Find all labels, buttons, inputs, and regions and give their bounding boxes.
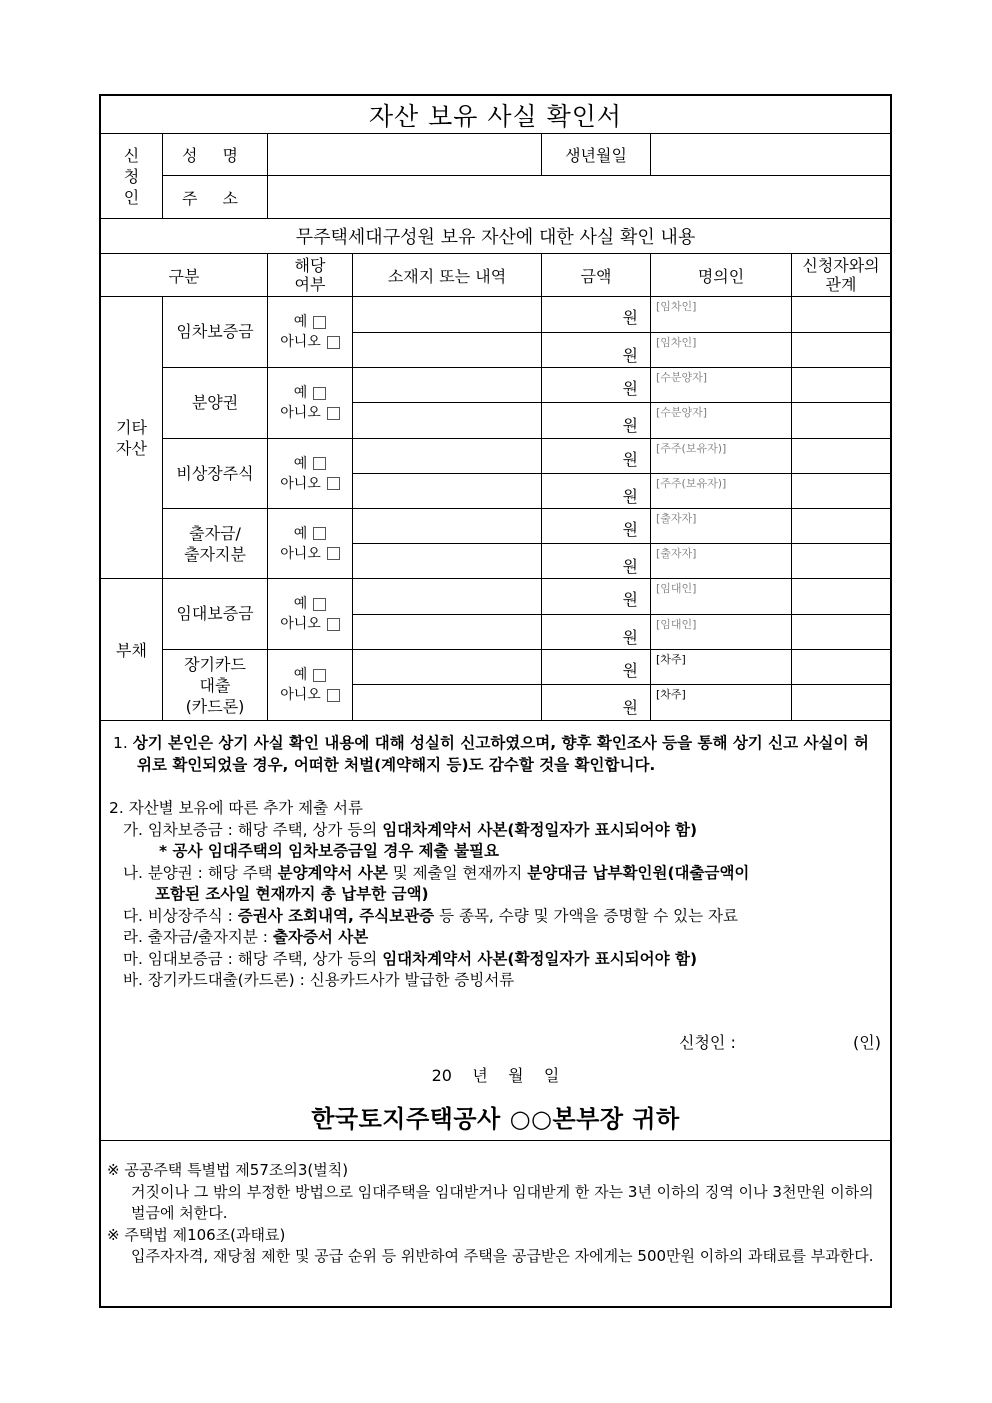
location-field[interactable] xyxy=(353,579,541,614)
won-unit: 원 xyxy=(622,450,638,469)
owner-placeholder: [차주] xyxy=(656,653,686,666)
no-label: 아니오 xyxy=(280,545,321,562)
owner-placeholder: [수분양자] xyxy=(656,406,708,419)
doc-item: * 공사 임대주택의 임차보증금일 경우 제출 불필요 xyxy=(159,842,499,860)
addressee: 한국토지주택공사 ○○본부장 귀하 xyxy=(311,1104,680,1133)
item-name-investment: 출자금/ 출자지분 xyxy=(184,523,246,564)
owner-placeholder: [주주(보유자)] xyxy=(656,477,727,490)
item-name-rental-deposit: 임대보증금 xyxy=(176,604,254,623)
declaration-note xyxy=(113,733,883,776)
amount-field[interactable] xyxy=(542,439,650,473)
doc-item: 나. 분양권 : 해당 주택 분양계약서 사본 및 제출일 현재까지 분양대금 납부확인원(대출금액이 xyxy=(123,863,750,882)
form-title: 자산 보유 사실 확인서 xyxy=(368,101,623,131)
amount-field[interactable] xyxy=(542,297,650,332)
doc-item: 포함된 조사일 현재까지 총 납부한 금액) xyxy=(155,885,429,903)
owner-placeholder: [출자자] xyxy=(656,512,697,525)
no-label: 아니오 xyxy=(280,334,321,350)
note1-text: 상기 본인은 상기 사실 확인 내용에 대해 성실히 신고하였으며, 향후 확인조사 등을 통해 상기 신고 사실이 허위로 확인되었을 경우, 어떠한 처벌(계약해지 등)도 감수할 것을 확인합니다. xyxy=(132,734,869,774)
applicant-signature-field[interactable] xyxy=(761,1026,853,1054)
no-label: 아니오 xyxy=(280,616,321,632)
no-checkbox[interactable] xyxy=(327,689,340,702)
relation-field[interactable] xyxy=(792,297,890,332)
no-checkbox[interactable] xyxy=(327,618,340,631)
owner-placeholder: [임대인] xyxy=(656,618,697,631)
location-field[interactable] xyxy=(353,509,541,543)
yes-label: 예 xyxy=(293,596,308,612)
seal-mark: (인) xyxy=(853,1033,881,1052)
relation-field[interactable] xyxy=(792,544,890,578)
won-unit: 원 xyxy=(622,557,638,576)
note2-title: 2. 자산별 보유에 따른 추가 제출 서류 xyxy=(109,799,363,817)
birth-date-label: 생년월일 xyxy=(565,146,627,165)
name-field[interactable] xyxy=(268,134,541,175)
amount-field[interactable] xyxy=(542,368,650,402)
location-field[interactable] xyxy=(353,297,541,332)
doc-item: 마. 임대보증금 : 해당 주택, 상가 등의 임대차계약서 사본(확정일자가 표시되어야 함) xyxy=(123,949,698,968)
note1-prefix: 1. xyxy=(113,734,133,752)
doc-item: 라. 출자금/출자지분 : 출자증서 사본 xyxy=(123,928,369,946)
header-location: 소재지 또는 내역 xyxy=(387,266,507,286)
date-line: 20 년 월 일 xyxy=(431,1065,560,1085)
item-name-presale-right: 분양권 xyxy=(191,393,239,412)
no-label: 아니오 xyxy=(280,405,321,421)
item-name-unlisted-stock: 비상장주식 xyxy=(176,463,254,483)
relation-field[interactable] xyxy=(792,650,890,684)
amount-field[interactable] xyxy=(542,650,650,684)
amount-field[interactable] xyxy=(542,403,650,438)
won-unit: 원 xyxy=(622,590,638,609)
relation-field[interactable] xyxy=(792,474,890,508)
yes-no-lease-deposit xyxy=(268,297,352,367)
yes-checkbox[interactable] xyxy=(313,387,326,400)
group-label-liabilities: 부채 xyxy=(116,641,147,660)
owner-placeholder: [주주(보유자)] xyxy=(656,442,727,455)
doc-item: 바. 장기카드대출(카드론) : 신용카드사가 발급한 증빙서류 xyxy=(123,971,515,989)
no-checkbox[interactable] xyxy=(327,336,340,349)
footnote-head: ※ 주택법 제106조(과태료) xyxy=(107,1225,286,1244)
relation-field[interactable] xyxy=(792,579,890,614)
location-field[interactable] xyxy=(353,685,541,720)
location-field[interactable] xyxy=(353,368,541,402)
amount-field[interactable] xyxy=(542,509,650,543)
yes-checkbox[interactable] xyxy=(313,527,326,540)
applicant-section-label: 신 청 인 xyxy=(123,145,140,207)
yes-label: 예 xyxy=(293,455,308,472)
yes-checkbox[interactable] xyxy=(313,669,326,682)
won-unit: 원 xyxy=(622,628,638,647)
no-label: 아니오 xyxy=(280,475,321,492)
won-unit: 원 xyxy=(622,346,638,365)
yes-no-presale-right xyxy=(268,368,352,438)
owner-placeholder: [출자자] xyxy=(656,547,697,560)
amount-field[interactable] xyxy=(542,579,650,614)
footnote-head: ※ 공공주택 특별법 제57조의3(벌칙) xyxy=(107,1161,349,1179)
amount-field[interactable] xyxy=(542,474,650,508)
won-unit: 원 xyxy=(622,416,638,435)
owner-placeholder: [차주] xyxy=(656,688,686,701)
won-unit: 원 xyxy=(622,661,638,680)
won-unit: 원 xyxy=(622,520,638,539)
yes-no-unlisted-stock xyxy=(268,439,352,508)
group-label-other-assets: 기타 자산 xyxy=(116,417,147,458)
address-field[interactable] xyxy=(268,176,890,218)
yes-label: 예 xyxy=(293,667,308,683)
location-field[interactable] xyxy=(353,544,541,578)
amount-field[interactable] xyxy=(542,544,650,578)
relation-field[interactable] xyxy=(792,509,890,543)
owner-placeholder: [임차인] xyxy=(656,336,697,349)
owner-placeholder: [수분양자] xyxy=(656,371,708,384)
yes-checkbox[interactable] xyxy=(313,457,326,470)
address-label: 주 소 xyxy=(182,188,248,208)
yes-no-investment xyxy=(268,509,352,578)
doc-item: 가. 임차보증금 : 해당 주택, 상가 등의 임대차계약서 사본(확정일자가 표시되어야 함) xyxy=(123,820,698,839)
relation-field[interactable] xyxy=(792,368,890,402)
doc-item: 다. 비상장주식 : 증권사 조회내역, 주식보관증 등 종목, 수량 및 가액을 증명할 수 있는 자료 xyxy=(123,906,738,925)
applicant-sign-label: 신청인 : xyxy=(679,1033,736,1052)
birth-date-field[interactable] xyxy=(651,134,890,175)
yes-label: 예 xyxy=(293,525,308,542)
relation-field[interactable] xyxy=(792,685,890,720)
location-field[interactable] xyxy=(353,650,541,684)
item-name-card-loan: 장기카드 대출 (카드론) xyxy=(184,654,246,716)
asset-confirmation-form xyxy=(99,94,892,1308)
relation-field[interactable] xyxy=(792,615,890,649)
no-checkbox[interactable] xyxy=(327,547,340,560)
relation-field[interactable] xyxy=(792,439,890,473)
yes-no-rental-deposit xyxy=(268,579,352,649)
won-unit: 원 xyxy=(622,308,638,327)
header-amount: 금액 xyxy=(580,266,612,286)
won-unit: 원 xyxy=(622,698,638,717)
won-unit: 원 xyxy=(622,487,638,506)
no-checkbox[interactable] xyxy=(327,477,340,490)
location-field[interactable] xyxy=(353,615,541,649)
no-checkbox[interactable] xyxy=(327,407,340,420)
header-applicable: 해당 여부 xyxy=(294,256,326,294)
section-title: 무주택세대구성원 보유 자산에 대한 사실 확인 내용 xyxy=(295,227,696,248)
footnote-body: 거짓이나 그 밖의 부정한 방법으로 임대주택을 임대받거나 임대받게 한 자는 3년 이하의 징역 이나 3천만원 이하의 벌금에 처한다. xyxy=(131,1182,874,1222)
item-name-lease-deposit: 임차보증금 xyxy=(176,322,254,341)
yes-no-card-loan xyxy=(268,650,352,720)
legal-footnotes xyxy=(107,1160,877,1268)
yes-checkbox[interactable] xyxy=(313,598,326,611)
amount-field[interactable] xyxy=(542,333,650,367)
no-label: 아니오 xyxy=(280,687,321,703)
header-owner: 명의인 xyxy=(697,266,745,286)
amount-field[interactable] xyxy=(542,615,650,649)
location-field[interactable] xyxy=(353,403,541,438)
amount-field[interactable] xyxy=(542,685,650,720)
relation-field[interactable] xyxy=(792,333,890,367)
owner-placeholder: [임차인] xyxy=(656,300,697,313)
yes-label: 예 xyxy=(293,385,308,401)
location-field[interactable] xyxy=(353,333,541,367)
owner-placeholder: [임대인] xyxy=(656,582,697,595)
name-label: 성 명 xyxy=(182,146,248,165)
yes-checkbox[interactable] xyxy=(313,316,326,329)
header-category: 구분 xyxy=(168,266,200,286)
footnote-body: 입주자자격, 재당첨 제한 및 공급 순위 등 위반하여 주택을 공급받은 자에게는 500만원 이하의 과태료를 부과한다. xyxy=(131,1247,874,1265)
additional-documents xyxy=(109,798,884,992)
location-field[interactable] xyxy=(353,474,541,508)
won-unit: 원 xyxy=(622,379,638,398)
location-field[interactable] xyxy=(353,439,541,473)
header-relation: 신청자와의 관계 xyxy=(802,256,880,294)
relation-field[interactable] xyxy=(792,403,890,438)
yes-label: 예 xyxy=(293,314,308,330)
